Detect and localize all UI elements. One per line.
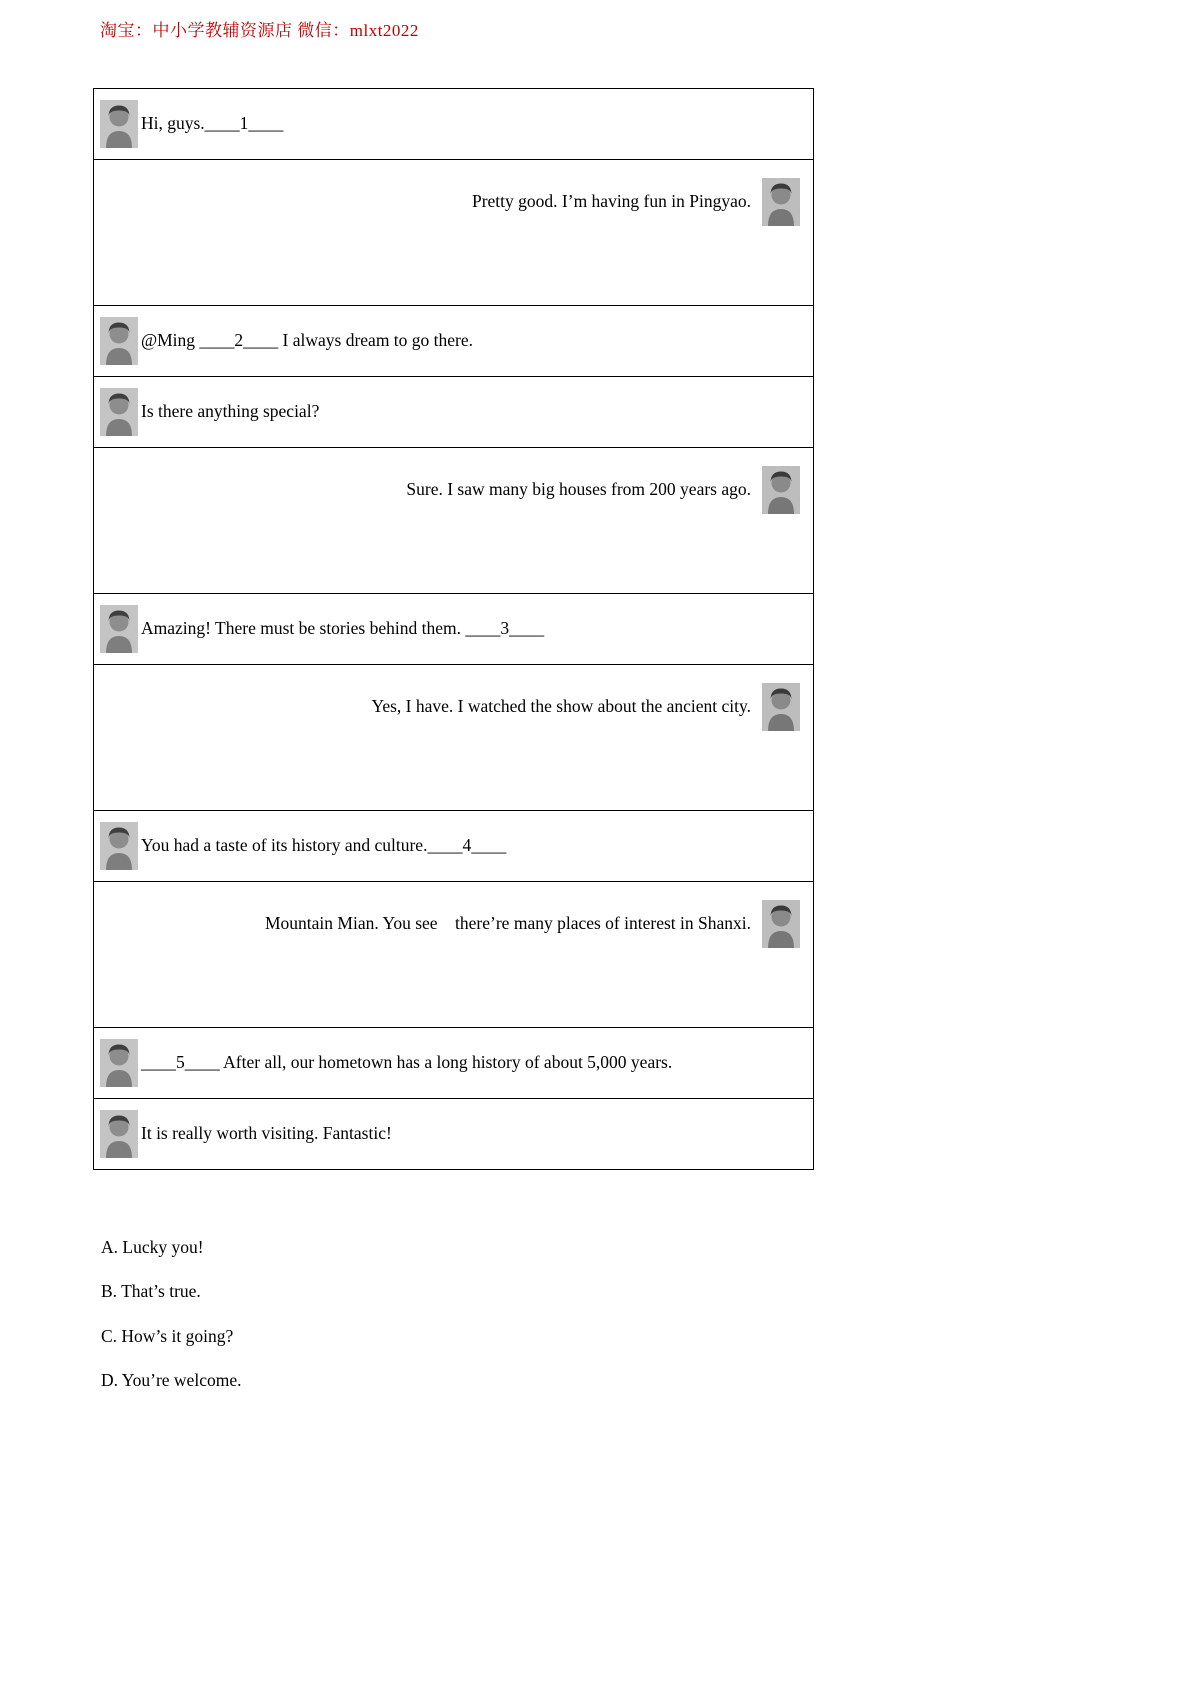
chat-row-10 bbox=[93, 1027, 814, 1099]
avatar bbox=[762, 683, 800, 731]
option-b: B. That’s true. bbox=[101, 1281, 201, 1302]
chat-row-2 bbox=[93, 159, 814, 306]
chat-line bbox=[100, 1110, 392, 1158]
chat-row-4 bbox=[93, 376, 814, 448]
chat-row-9 bbox=[93, 881, 814, 1028]
chat-message: ____5____ After all, our hometown has a long history of about 5,000 years. bbox=[141, 1052, 673, 1073]
chat-line bbox=[265, 900, 800, 948]
chat-row-5 bbox=[93, 447, 814, 594]
chat-line bbox=[100, 1039, 672, 1087]
chat-row-7 bbox=[93, 664, 814, 811]
avatar bbox=[762, 178, 800, 226]
chat-message: You had a taste of its history and culture.____4____ bbox=[141, 835, 507, 856]
chat-message: Hi, guys.____1____ bbox=[141, 113, 284, 134]
chat-line bbox=[100, 100, 283, 148]
chat-line bbox=[100, 605, 544, 653]
chat-message: Is there anything special? bbox=[141, 401, 320, 422]
avatar bbox=[762, 900, 800, 948]
chat-row-3 bbox=[93, 305, 814, 377]
avatar bbox=[100, 388, 138, 436]
avatar bbox=[100, 1039, 138, 1087]
header-watermark: 淘宝：中小学教辅资源店 微信：mlxt2022 bbox=[100, 21, 419, 40]
chat-message: Yes, I have. I watched the show about the ancient city. bbox=[371, 696, 751, 717]
option-a: A. Lucky you! bbox=[101, 1237, 204, 1257]
chat-row-6 bbox=[93, 593, 814, 665]
chat-line bbox=[371, 683, 800, 731]
avatar bbox=[100, 822, 138, 870]
chat-line bbox=[472, 178, 800, 226]
chat-row-1 bbox=[93, 88, 814, 160]
chat-message: Pretty good. I’m having fun in Pingyao. bbox=[471, 191, 751, 212]
chat-message: Sure. I saw many big houses from 200 years ago. bbox=[406, 479, 751, 500]
avatar bbox=[100, 1110, 138, 1158]
chat-message: Mountain Mian. You see there’re many places of interest in Shanxi. bbox=[264, 913, 751, 934]
chat-row-11 bbox=[93, 1098, 814, 1170]
chat-line bbox=[100, 388, 319, 436]
chat-message: Amazing! There must be stories behind them. ____3____ bbox=[141, 618, 545, 639]
option-c: C. How’s it going? bbox=[101, 1325, 234, 1346]
avatar bbox=[762, 466, 800, 514]
chat-line bbox=[406, 466, 800, 514]
avatar bbox=[100, 605, 138, 653]
answer-options-list bbox=[101, 1238, 241, 1415]
avatar bbox=[100, 100, 138, 148]
chat-dialogue-table bbox=[93, 88, 814, 1170]
chat-line bbox=[100, 822, 506, 870]
chat-message: It is really worth visiting. Fantastic! bbox=[141, 1123, 392, 1144]
chat-row-8 bbox=[93, 810, 814, 882]
chat-message: @Ming ____2____ I always dream to go there. bbox=[141, 330, 474, 351]
chat-line bbox=[100, 317, 473, 365]
option-d: D. You’re welcome. bbox=[101, 1369, 242, 1390]
avatar bbox=[100, 317, 138, 365]
